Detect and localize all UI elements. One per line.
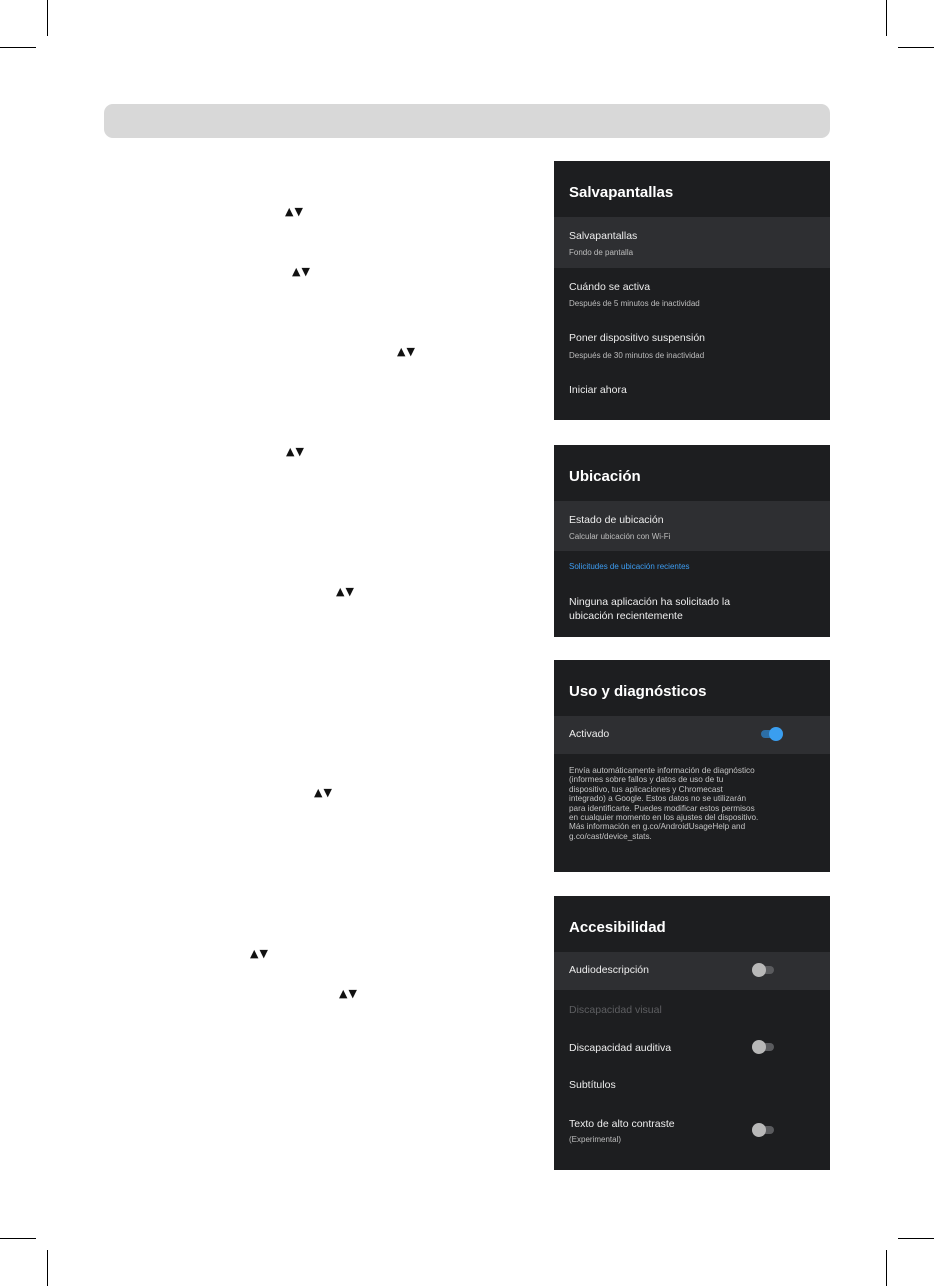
empty-state-text: Ninguna aplicación ha solicitado la (569, 596, 731, 608)
up-down-arrows-icon: ▲▼ (292, 265, 311, 278)
audio-description-toggle[interactable] (752, 963, 776, 977)
toggle-knob (769, 727, 783, 741)
crop-mark (898, 47, 934, 48)
toggle-knob (752, 963, 766, 977)
settings-item-start-now[interactable] (554, 370, 830, 420)
crop-mark (898, 1238, 934, 1239)
item-title: Salvapantallas (569, 230, 638, 242)
crop-mark (0, 1238, 36, 1239)
up-down-arrows-icon: ▲▼ (397, 345, 416, 358)
crop-mark (47, 0, 48, 36)
item-title: Poner dispositivo suspensión (569, 332, 705, 344)
up-down-arrows-icon: ▲▼ (336, 585, 355, 598)
crop-mark (886, 1250, 887, 1286)
settings-item-visual-impairment: Discapacidad visual (569, 1004, 662, 1016)
activated-toggle[interactable] (759, 727, 783, 741)
up-down-arrows-icon: ▲▼ (339, 987, 358, 1000)
settings-item-audio-description[interactable] (554, 952, 830, 990)
item-title: Texto de alto contraste (569, 1118, 675, 1130)
item-title: Discapacidad auditiva (569, 1042, 672, 1054)
page-header-bar (104, 104, 830, 138)
settings-item-when-activates[interactable] (554, 268, 830, 319)
settings-item-activated[interactable] (554, 716, 830, 754)
usage-diagnostics-panel (554, 660, 830, 872)
empty-state-text: ubicación recientemente (569, 610, 683, 622)
location-panel (554, 445, 830, 637)
item-subtitle: Fondo de pantalla (569, 248, 634, 257)
item-title: Audiodescripción (569, 964, 649, 976)
item-title: Activado (569, 728, 610, 740)
hearing-impairment-toggle[interactable] (752, 1040, 776, 1054)
accessibility-panel (554, 896, 830, 1170)
up-down-arrows-icon: ▲▼ (285, 205, 304, 218)
high-contrast-toggle[interactable] (752, 1123, 776, 1137)
panel-title: Uso y diagnósticos (569, 683, 707, 700)
description-line: g.co/cast/device_stats. (569, 831, 652, 841)
settings-item-sleep-device[interactable] (554, 319, 830, 370)
panel-title: Salvapantallas (569, 184, 674, 201)
up-down-arrows-icon: ▲▼ (286, 445, 305, 458)
item-title: Iniciar ahora (569, 384, 627, 396)
item-subtitle: (Experimental) (569, 1135, 622, 1144)
panel-title: Ubicación (569, 468, 641, 485)
description-line: para identificarte. Puedes modificar estos permisos (569, 803, 755, 813)
description-line: en cualquier momento en los ajustes del dispositivo. (569, 813, 759, 823)
crop-mark (0, 47, 36, 48)
item-subtitle: Después de 5 minutos de inactividad (569, 299, 700, 308)
description-line: integrado) a Google. Estos datos no se utilizarán (569, 794, 747, 804)
settings-item-screensaver[interactable] (554, 217, 830, 268)
crop-mark (886, 0, 887, 36)
toggle-knob (752, 1123, 766, 1137)
up-down-arrows-icon: ▲▼ (314, 786, 333, 799)
description-line: (informes sobre fallos y datos de uso de tu (569, 775, 724, 785)
description-line: Más información en g.co/AndroidUsageHelp and (569, 822, 746, 832)
crop-mark (47, 1250, 48, 1286)
section-header: Solicitudes de ubicación recientes (569, 562, 690, 571)
toggle-knob (752, 1040, 766, 1054)
item-subtitle: Calcular ubicación con Wi-Fi (569, 532, 671, 541)
item-title: Estado de ubicación (569, 514, 664, 526)
item-title: Cuándo se activa (569, 281, 651, 293)
settings-item-hearing-impairment[interactable] (554, 1030, 830, 1066)
settings-item-high-contrast[interactable] (554, 1106, 830, 1152)
description-line: dispositivo, tus aplicaciones y Chromecast (569, 784, 723, 794)
screensaver-panel (554, 161, 830, 420)
up-down-arrows-icon: ▲▼ (250, 947, 269, 960)
item-subtitle: Después de 30 minutos de inactividad (569, 351, 705, 360)
settings-item-subtitles[interactable] (554, 1068, 830, 1102)
settings-item-location-status[interactable] (554, 501, 830, 551)
usage-description (569, 766, 794, 841)
description-line: Envía automáticamente información de diagnóstico (569, 766, 755, 775)
item-title: Subtítulos (569, 1079, 616, 1091)
panel-title: Accesibilidad (569, 919, 666, 936)
